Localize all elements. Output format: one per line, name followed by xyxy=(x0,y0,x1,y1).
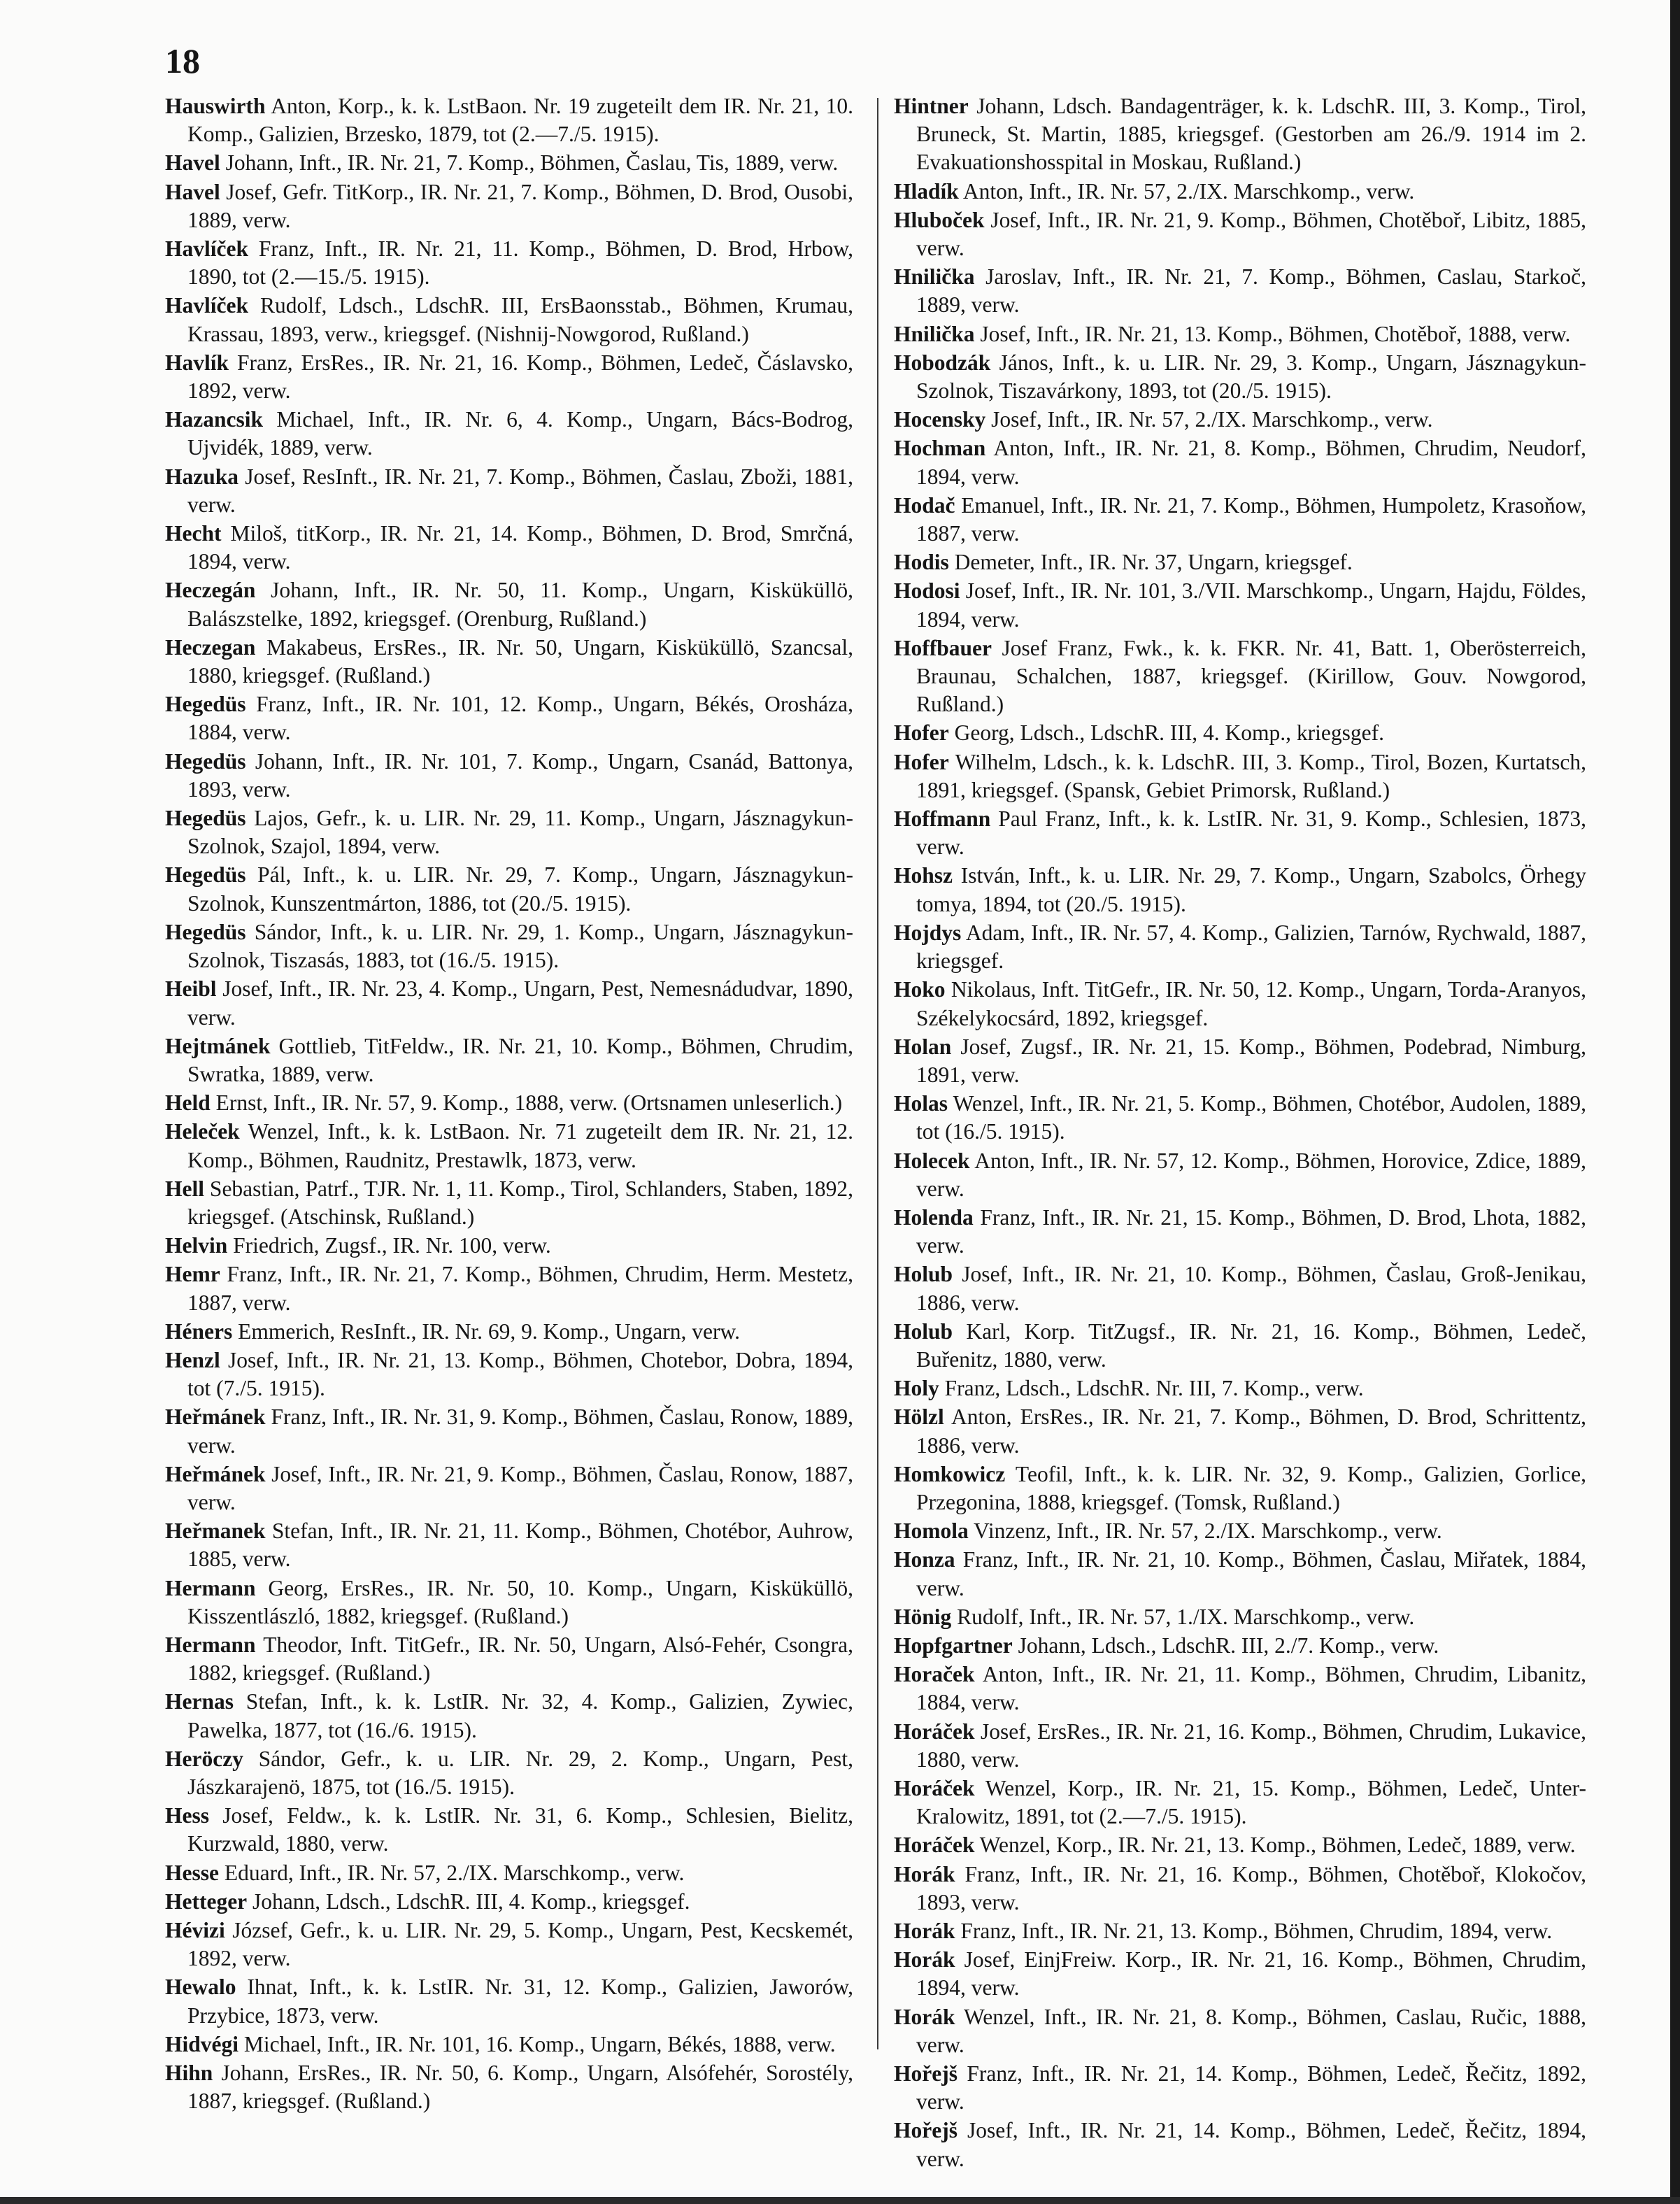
entry-details: Anton, Inft., IR. Nr. 21, 11. Komp., Böhmen, Chrudim, Libanitz, 1884, verw. xyxy=(916,1662,1586,1715)
entry-surname: Hegedüs xyxy=(165,748,246,774)
entry-surname: Hermann xyxy=(165,1575,256,1600)
entry-details: Teofil, Inft., k. k. LIR. Nr. 32, 9. Komp., Galizien, Gorlice, Przegonina, 1888, kriegsgef. (Tomsk, Rußland.) xyxy=(916,1461,1586,1514)
entry-details: Michael, Inft., IR. Nr. 101, 16. Komp., Ungarn, Békés, 1888, verw. xyxy=(239,2031,836,2056)
roster-entry xyxy=(165,804,853,860)
roster-entry xyxy=(165,1745,853,1801)
roster-entry xyxy=(165,520,853,576)
entry-details: Paul Franz, Inft., k. k. LstIR. Nr. 31, 9. Komp., Schlesien, 1873, verw. xyxy=(916,806,1586,860)
roster-entry xyxy=(894,320,1586,348)
entry-surname: Heřmánek xyxy=(165,1461,266,1486)
roster-entry xyxy=(894,634,1586,719)
entry-details: Johann, Inft., IR. Nr. 21, 7. Komp., Böhmen, Časlau, Tis, 1889, verw. xyxy=(220,150,839,176)
roster-entry xyxy=(894,2003,1586,2059)
entry-surname: Horaček xyxy=(894,1662,975,1687)
roster-entry xyxy=(894,1090,1586,1146)
roster-entry xyxy=(894,92,1586,177)
entry-details: Franz, Inft., IR. Nr. 21, 11. Komp., Böhmen, D. Brod, Hrbow, 1890, tot (2.—15./5. 1915). xyxy=(187,236,853,290)
roster-entry xyxy=(165,463,853,519)
entry-details: Johann, Ldsch., LdschR. III, 2./7. Komp., verw. xyxy=(1012,1633,1439,1658)
roster-entry xyxy=(165,1032,853,1088)
entry-surname: Heczegán xyxy=(165,578,256,603)
entry-surname: Hetteger xyxy=(165,1889,248,1914)
entry-surname: Held xyxy=(165,1090,211,1116)
entry-details: Miloš, titKorp., IR. Nr. 21, 14. Komp., Böhmen, D. Brod, Smrčná, 1894, verw. xyxy=(187,521,853,574)
entry-details: Jaroslav, Inft., IR. Nr. 21, 7. Komp., Böhmen, Caslau, Starkoč, 1889, verw. xyxy=(916,264,1586,318)
entry-details: Friedrich, Zugsf., IR. Nr. 100, verw. xyxy=(227,1233,551,1258)
entry-surname: Hauswirth xyxy=(165,94,266,118)
entry-details: Johann, Ldsch. Bandagenträger, k. k. LdschR. III, 3. Komp., Tirol, Bruneck, St. Martin, 1885, kriegsgef. (Gestorben am 26./9. 1914 im 2. Evakuationshosspital in Moskau, Rußland.) xyxy=(916,94,1586,175)
entry-details: Franz, Inft., IR. Nr. 21, 10. Komp., Böhmen, Časlau, Miřatek, 1884, verw. xyxy=(916,1547,1586,1600)
entry-details: Wenzel, Korp., IR. Nr. 21, 13. Komp., Böhmen, Ledeč, 1889, verw. xyxy=(974,1833,1576,1858)
entry-details: Franz, Inft., IR. Nr. 21, 15. Komp., Böhmen, D. Brod, Lhota, 1882, verw. xyxy=(916,1204,1586,1258)
entry-details: János, Inft., k. u. LIR. Nr. 29, 3. Komp., Ungarn, Jásznagykun-Szolnok, Tiszavárkony, 1893, tot (20./5. 1915). xyxy=(916,350,1586,404)
page-number: 18 xyxy=(165,41,200,80)
entry-surname: Honza xyxy=(894,1547,955,1572)
entry-details: Johann, Ldsch., LdschR. III, 4. Komp., kriegsgef. xyxy=(247,1889,690,1914)
roster-entry xyxy=(894,1033,1586,1089)
roster-entry xyxy=(894,1603,1586,1631)
roster-entry xyxy=(894,1775,1586,1830)
entry-surname: Hell xyxy=(165,1176,204,1201)
roster-entry xyxy=(894,1546,1586,1602)
entry-details: Josef, Inft., IR. Nr. 21, 13. Komp., Böhmen, Chotěboř, 1888, verw. xyxy=(974,321,1571,346)
entry-surname: Holenda xyxy=(894,1204,974,1230)
roster-entry xyxy=(165,2059,853,2115)
entry-surname: Holas xyxy=(894,1091,948,1116)
entry-details: Josef Franz, Fwk., k. k. FKR. Nr. 41, Batt. 1, Oberösterreich, Braunau, Schalchen, 1887, kriegsgef. (Kirillow, Gouv. Nowgorod, Rußland.) xyxy=(916,635,1586,717)
entry-details: Stefan, Inft., k. k. LstIR. Nr. 32, 4. Komp., Galizien, Zywiec, Pawelka, 1877, tot (16./6. 1915). xyxy=(187,1689,853,1742)
entry-surname: Héners xyxy=(165,1318,233,1344)
entry-details: Johann, Inft., IR. Nr. 101, 7. Komp., Ungarn, Csanád, Battonya, 1893, verw. xyxy=(187,748,853,802)
entry-surname: Horáček xyxy=(894,1775,975,1800)
entry-surname: Horák xyxy=(894,1861,955,1886)
entry-details: Josef, Inft., IR. Nr. 21, 14. Komp., Böhmen, Ledeč, Řečitz, 1894, verw. xyxy=(916,2118,1586,2171)
roster-entry xyxy=(165,1888,853,1916)
entry-details: Franz, Inft., IR. Nr. 21, 16. Komp., Böhmen, Chotěboř, Klokočov, 1893, verw. xyxy=(916,1861,1586,1914)
roster-entry xyxy=(165,1175,853,1231)
entry-surname: Horák xyxy=(894,2004,955,2029)
roster-entry xyxy=(894,577,1586,633)
entry-details: Franz, ErsRes., IR. Nr. 21, 16. Komp., Böhmen, Ledeč, Čáslavsko, 1892, verw. xyxy=(187,350,853,404)
entry-details: Franz, Inft., IR. Nr. 31, 9. Komp., Böhmen, Časlau, Ronow, 1889, verw. xyxy=(187,1405,853,1458)
roster-entry xyxy=(894,1718,1586,1774)
roster-entry xyxy=(894,1318,1586,1374)
roster-entry xyxy=(165,149,853,177)
entry-surname: Hoffbauer xyxy=(894,635,992,660)
entry-surname: Hejtmánek xyxy=(165,1033,271,1058)
entry-surname: Hobodzák xyxy=(894,350,991,375)
entry-surname: Holecek xyxy=(894,1148,970,1173)
entry-details: Franz, Inft., IR. Nr. 21, 7. Komp., Böhmen, Chrudim, Herm. Mestetz, 1887, verw. xyxy=(187,1262,853,1315)
entry-details: Wilhelm, Ldsch., k. k. LdschR. III, 3. Komp., Tirol, Bozen, Kurtatsch, 1891, kriegsgef. (Spansk, Gebiet Primorsk, Rußland.) xyxy=(916,749,1586,802)
entry-surname: Hodač xyxy=(894,492,955,518)
entry-details: Georg, ErsRes., IR. Nr. 50, 10. Komp., Ungarn, Kisküküllö, Kisszentlászló, 1882, kriegsgef. (Rußland.) xyxy=(187,1575,853,1628)
roster-entry xyxy=(894,1861,1586,1917)
entry-surname: Hermann xyxy=(165,1632,256,1657)
roster-entry xyxy=(165,235,853,291)
entry-surname: Henzl xyxy=(165,1347,220,1372)
roster-entry xyxy=(894,206,1586,262)
entry-details: Wenzel, Korp., IR. Nr. 21, 15. Komp., Böhmen, Ledeč, Unter-Kralowitz, 1891, tot (2.—7./5. 1915). xyxy=(916,1775,1586,1829)
entry-surname: Holy xyxy=(894,1376,939,1401)
roster-entry xyxy=(165,1517,853,1573)
entry-details: Josef, ErsRes., IR. Nr. 21, 16. Komp., Böhmen, Chrudim, Lukavice, 1880, verw. xyxy=(916,1719,1586,1772)
entry-surname: Hemr xyxy=(165,1262,220,1287)
entry-details: Sebastian, Patrf., TJR. Nr. 1, 11. Komp., Tirol, Schlanders, Staben, 1892, kriegsgef. (Atschinsk, Rußland.) xyxy=(187,1176,853,1229)
entry-details: Johann, ErsRes., IR. Nr. 50, 6. Komp., Ungarn, Alsófehér, Sorostély, 1887, kriegsgef. (Rußland.) xyxy=(187,2061,853,2114)
entry-details: Josef, Inft., IR. Nr. 101, 3./VII. Marschkomp., Ungarn, Hajdu, Földes, 1894, verw. xyxy=(916,578,1586,632)
right-column xyxy=(894,92,1586,2174)
roster-entry xyxy=(894,263,1586,319)
entry-surname: Hořejš xyxy=(894,2061,958,2086)
entry-surname: Horák xyxy=(894,1919,955,1943)
roster-entry xyxy=(894,1147,1586,1203)
roster-entry xyxy=(165,634,853,690)
entry-details: Wenzel, Inft., k. k. LstBaon. Nr. 71 zugeteilt dem IR. Nr. 21, 12. Komp., Böhmen, Raudnitz, Prestawlk, 1873, verw. xyxy=(187,1119,853,1172)
entry-details: Josef, Inft., IR. Nr. 21, 10. Komp., Böhmen, Časlau, Groß-Jenikau, 1886, verw. xyxy=(916,1262,1586,1315)
entry-surname: Homola xyxy=(894,1519,969,1544)
roster-entry xyxy=(894,406,1586,434)
entry-surname: Hihn xyxy=(165,2061,213,2086)
entry-surname: Holub xyxy=(894,1318,953,1344)
roster-entry xyxy=(894,548,1586,576)
entry-details: Emmerich, ResInft., IR. Nr. 69, 9. Komp., Ungarn, verw. xyxy=(232,1318,741,1344)
entry-surname: Hluboček xyxy=(894,207,985,232)
entry-surname: Horák xyxy=(894,1947,955,1972)
column-divider xyxy=(877,98,878,2049)
entry-details: Adam, Inft., IR. Nr. 57, 4. Komp., Galizien, Tarnów, Rychwald, 1887, kriegsgef. xyxy=(916,920,1586,974)
entry-surname: Hodosi xyxy=(894,578,960,604)
roster-entry xyxy=(165,1574,853,1630)
entry-surname: Havlíček xyxy=(165,236,248,262)
entry-details: Wenzel, Inft., IR. Nr. 21, 8. Komp., Böhmen, Caslau, Ručic, 1888, verw. xyxy=(916,2004,1586,2057)
roster-entry xyxy=(165,1118,853,1174)
entry-surname: Heczegan xyxy=(165,634,256,660)
entry-details: Anton, Korp., k. k. LstBaon. Nr. 19 zugeteilt dem IR. Nr. 21, 10. Komp., Galizien, Brzesko, 1879, tot (2.—7./5. 1915). xyxy=(187,94,853,147)
entry-surname: Hodis xyxy=(894,550,949,575)
entry-details: Anton, Inft., IR. Nr. 57, 12. Komp., Böhmen, Horovice, Zdice, 1889, verw. xyxy=(916,1148,1586,1201)
roster-entry xyxy=(894,1946,1586,2002)
roster-entry xyxy=(165,1917,853,1972)
roster-entry xyxy=(165,292,853,348)
entry-surname: Horáček xyxy=(894,1719,975,1744)
entry-surname: Hopfgartner xyxy=(894,1633,1013,1658)
entry-details: Vinzenz, Inft., IR. Nr. 57, 2./IX. Marschkomp., verw. xyxy=(968,1519,1442,1544)
entry-details: Sándor, Inft., k. u. LIR. Nr. 29, 1. Komp., Ungarn, Jásznagykun-Szolnok, Tiszasás, 1883, tot (16./5. 1915). xyxy=(187,919,853,973)
entry-details: Anton, Inft., IR. Nr. 21, 8. Komp., Böhmen, Chrudim, Neudorf, 1894, verw. xyxy=(916,436,1586,489)
entry-surname: Heřmanek xyxy=(165,1519,266,1544)
entry-surname: Hess xyxy=(165,1803,209,1828)
roster-entry xyxy=(894,1632,1586,1660)
roster-entry xyxy=(165,690,853,746)
entry-details: Gottlieb, TitFeldw., IR. Nr. 21, 10. Komp., Böhmen, Chrudim, Swratka, 1889, verw. xyxy=(187,1033,853,1086)
roster-entry xyxy=(165,92,853,148)
entry-surname: Hegedüs xyxy=(165,692,246,717)
entry-surname: Helvin xyxy=(165,1233,228,1258)
entry-details: Theodor, Inft. TitGefr., IR. Nr. 50, Ungarn, Alsó-Fehér, Csongra, 1882, kriegsgef. (Rußland.) xyxy=(187,1632,853,1686)
entry-details: Georg, Ldsch., LdschR. III, 4. Komp., kriegsgef. xyxy=(948,720,1385,746)
entry-details: Nikolaus, Inft. TitGefr., IR. Nr. 50, 12. Komp., Ungarn, Torda-Aranyos, Székelykocsárd, 1892, kriegsgef. xyxy=(916,977,1586,1030)
entry-surname: Hecht xyxy=(165,521,222,546)
roster-entry xyxy=(165,2031,853,2059)
entry-details: Josef, Feldw., k. k. LstIR. Nr. 31, 6. Komp., Schlesien, Bielitz, Kurzwald, 1880, verw. xyxy=(187,1803,853,1856)
entry-surname: Heröczy xyxy=(165,1746,243,1771)
entry-details: Ihnat, Inft., k. k. LstIR. Nr. 31, 12. Komp., Galizien, Jaworów, Przybice, 1873, verw. xyxy=(187,1975,853,2028)
roster-entry xyxy=(165,1802,853,1858)
entry-surname: Horáček xyxy=(894,1833,975,1858)
roster-entry xyxy=(165,1631,853,1687)
entry-details: Josef, EinjFreiw. Korp., IR. Nr. 21, 16. Komp., Böhmen, Chrudim, 1894, verw. xyxy=(916,1947,1586,2000)
entry-details: Franz, Inft., IR. Nr. 21, 14. Komp., Böhmen, Ledeč, Řečitz, 1892, verw. xyxy=(916,2061,1586,2114)
entry-surname: Hewalo xyxy=(165,1975,236,2000)
roster-entry xyxy=(894,1460,1586,1516)
entry-surname: Hofer xyxy=(894,749,949,774)
entry-details: Sándor, Gefr., k. u. LIR. Nr. 29, 2. Komp., Ungarn, Pest, Jászkarajenö, 1875, tot (16./5. 1915). xyxy=(187,1746,853,1799)
left-column xyxy=(165,92,853,2116)
entry-surname: Hnilička xyxy=(894,264,975,290)
entry-surname: Havel xyxy=(165,179,220,204)
entry-surname: Havlík xyxy=(165,350,229,375)
roster-entry xyxy=(894,1260,1586,1316)
roster-entry xyxy=(165,918,853,974)
roster-entry xyxy=(894,1374,1586,1402)
entry-surname: Hegedüs xyxy=(165,862,246,888)
entry-details: Michael, Inft., IR. Nr. 6, 4. Komp., Ungarn, Bács-Bodrog, Ujvidék, 1889, verw. xyxy=(187,407,853,460)
roster-entry xyxy=(894,1917,1586,1945)
roster-entry xyxy=(165,1260,853,1316)
entry-surname: Hořejš xyxy=(894,2118,958,2143)
entry-details: Josef, Inft., IR. Nr. 57, 2./IX. Marschkomp., verw. xyxy=(985,407,1433,432)
roster-entry xyxy=(165,576,853,632)
entry-surname: Holan xyxy=(894,1034,952,1059)
entry-surname: Hölzl xyxy=(894,1405,944,1430)
entry-details: Emanuel, Inft., IR. Nr. 21, 7. Komp., Böhmen, Humpoletz, Krasoňow, 1887, verw. xyxy=(916,492,1586,546)
roster-entry xyxy=(894,862,1586,918)
roster-entry xyxy=(894,434,1586,490)
roster-entry xyxy=(165,975,853,1031)
entry-surname: Homkowicz xyxy=(894,1461,1006,1486)
entry-details: Wenzel, Inft., IR. Nr. 21, 5. Komp., Böhmen, Chotébor, Audolen, 1889, tot (16./5. 1915). xyxy=(916,1091,1586,1144)
scan-edge-bottom xyxy=(0,2197,1680,2204)
entry-details: Rudolf, Inft., IR. Nr. 57, 1./IX. Marschkomp., verw. xyxy=(951,1604,1415,1629)
entry-surname: Hazancsik xyxy=(165,407,264,432)
roster-entry xyxy=(894,976,1586,1032)
roster-entry xyxy=(165,1973,853,2029)
roster-entry xyxy=(165,1859,853,1887)
entry-surname: Hesse xyxy=(165,1860,219,1885)
roster-entry xyxy=(165,1688,853,1744)
roster-entry xyxy=(165,406,853,462)
entry-surname: Hoffmann xyxy=(894,806,991,832)
entry-details: Josef, ResInft., IR. Nr. 21, 7. Komp., Böhmen, Časlau, Zboži, 1881, verw. xyxy=(187,464,853,517)
roster-entry xyxy=(894,919,1586,975)
entry-surname: Hévizi xyxy=(165,1918,225,1942)
entry-details: Josef, Inft., IR. Nr. 21, 9. Komp., Böhmen, Časlau, Ronow, 1887, verw. xyxy=(187,1461,853,1514)
entry-surname: Hazuka xyxy=(165,464,239,489)
roster-entry xyxy=(894,1204,1586,1260)
entry-surname: Hernas xyxy=(165,1689,234,1714)
entry-surname: Hladík xyxy=(894,178,959,204)
entry-details: István, Inft., k. u. LIR. Nr. 29, 7. Komp., Ungarn, Szabolcs, Örhegy tomya, 1894, tot (20./5. 1915). xyxy=(916,863,1586,916)
entry-surname: Hegedüs xyxy=(165,919,246,944)
roster-entry xyxy=(165,861,853,917)
roster-entry xyxy=(894,805,1586,861)
roster-entry xyxy=(165,1089,853,1117)
entry-details: Josef, Inft., IR. Nr. 21, 9. Komp., Böhmen, Chotěboř, Libitz, 1885, verw. xyxy=(916,207,1586,261)
entry-details: Makabeus, ErsRes., IR. Nr. 50, Ungarn, Kisküküllö, Szancsal, 1880, kriegsgef. (Rußland.) xyxy=(187,634,853,688)
entry-details: József, Gefr., k. u. LIR. Nr. 29, 5. Komp., Ungarn, Pest, Kecskemét, 1892, verw. xyxy=(187,1918,853,1971)
entry-details: Franz, Ldsch., LdschR. Nr. III, 7. Komp., verw. xyxy=(939,1376,1364,1401)
roster-entry xyxy=(894,1403,1586,1459)
roster-entry xyxy=(165,1318,853,1346)
entry-details: Franz, Inft., IR. Nr. 101, 12. Komp., Ungarn, Békés, Orosháza, 1884, verw. xyxy=(187,692,853,745)
roster-entry xyxy=(894,748,1586,804)
scan-edge-right xyxy=(1670,0,1680,2204)
entry-surname: Heleček xyxy=(165,1119,240,1144)
entry-surname: Heřmánek xyxy=(165,1405,266,1430)
roster-entry xyxy=(165,1232,853,1260)
entry-details: Anton, Inft., IR. Nr. 57, 2./IX. Marschkomp., verw. xyxy=(958,178,1415,204)
roster-entry xyxy=(894,2060,1586,2116)
entry-surname: Hegedüs xyxy=(165,806,246,831)
entry-details: Karl, Korp. TitZugsf., IR. Nr. 21, 16. Komp., Böhmen, Ledeč, Buřenitz, 1880, verw. xyxy=(916,1318,1586,1372)
entry-surname: Heibl xyxy=(165,976,217,1002)
entry-details: Josef, Gefr. TitKorp., IR. Nr. 21, 7. Komp., Böhmen, D. Brod, Ousobi, 1889, verw. xyxy=(187,179,853,232)
roster-entry xyxy=(894,178,1586,206)
entry-details: Stefan, Inft., IR. Nr. 21, 11. Komp., Böhmen, Chotébor, Auhrow, 1885, verw. xyxy=(187,1519,853,1572)
entry-surname: Havlíček xyxy=(165,293,248,318)
roster-entry xyxy=(165,748,853,804)
entry-details: Eduard, Inft., IR. Nr. 57, 2./IX. Marschkomp., verw. xyxy=(218,1860,685,1885)
entry-details: Johann, Inft., IR. Nr. 50, 11. Komp., Ungarn, Kisküküllö, Balászstelke, 1892, kriegsgef. (Orenburg, Rußland.) xyxy=(187,578,853,631)
roster-entry xyxy=(894,1661,1586,1716)
roster-entry xyxy=(894,719,1586,747)
entry-surname: Hofer xyxy=(894,720,949,746)
roster-entry xyxy=(894,2117,1586,2173)
roster-entry xyxy=(165,178,853,234)
roster-entry xyxy=(165,349,853,405)
entry-details: Anton, ErsRes., IR. Nr. 21, 7. Komp., Böhmen, D. Brod, Schrittentz, 1886, verw. xyxy=(916,1405,1586,1458)
entry-surname: Hidvégi xyxy=(165,2031,239,2056)
roster-entry xyxy=(894,349,1586,405)
roster-entry xyxy=(165,1403,853,1459)
entry-details: Josef, Inft., IR. Nr. 21, 13. Komp., Böhmen, Chotebor, Dobra, 1894, tot (7./5. 1915). xyxy=(187,1347,853,1401)
roster-entry xyxy=(165,1460,853,1516)
entry-details: Pál, Inft., k. u. LIR. Nr. 29, 7. Komp., Ungarn, Jásznagykun-Szolnok, Kunszentmárton, 1886, tot (20./5. 1915). xyxy=(187,862,853,916)
entry-surname: Hintner xyxy=(894,94,969,118)
entry-details: Demeter, Inft., IR. Nr. 37, Ungarn, kriegsgef. xyxy=(948,550,1353,575)
entry-surname: Holub xyxy=(894,1262,953,1287)
roster-entry xyxy=(165,1346,853,1402)
entry-surname: Hnilička xyxy=(894,321,975,346)
roster-entry xyxy=(894,1831,1586,1859)
roster-entry xyxy=(894,492,1586,548)
entry-details: Franz, Inft., IR. Nr. 21, 13. Komp., Böhmen, Chrudim, 1894, verw. xyxy=(955,1919,1553,1943)
entry-surname: Hohsz xyxy=(894,863,953,888)
entry-details: Rudolf, Ldsch., LdschR. III, ErsBaonsstab., Böhmen, Krumau, Krassau, 1893, verw., kriegsgef. (Nishnij-Nowgorod, Rußland.) xyxy=(187,293,853,346)
entry-details: Ernst, Inft., IR. Nr. 57, 9. Komp., 1888, verw. (Ortsnamen unleserlich.) xyxy=(210,1090,843,1116)
roster-entry xyxy=(894,1517,1586,1545)
entry-surname: Havel xyxy=(165,150,220,176)
entry-details: Josef, Inft., IR. Nr. 23, 4. Komp., Ungarn, Pest, Nemesnádudvar, 1890, verw. xyxy=(187,976,853,1030)
entry-surname: Hojdys xyxy=(894,920,962,945)
entry-details: Josef, Zugsf., IR. Nr. 21, 15. Komp., Böhmen, Podebrad, Nimburg, 1891, verw. xyxy=(916,1034,1586,1087)
entry-surname: Hochman xyxy=(894,436,986,461)
entry-details: Lajos, Gefr., k. u. LIR. Nr. 29, 11. Komp., Ungarn, Jásznagykun-Szolnok, Szajol, 1894, verw. xyxy=(187,806,853,859)
entry-surname: Hoko xyxy=(894,977,946,1002)
entry-surname: Hocensky xyxy=(894,407,986,432)
entry-surname: Hönig xyxy=(894,1604,952,1629)
